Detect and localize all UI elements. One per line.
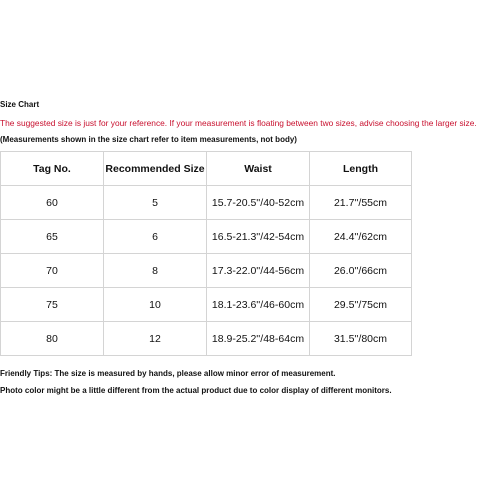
size-table <box>0 151 412 356</box>
cell-recommended-size: 8 <box>104 254 207 288</box>
cell-length: 26.0''/66cm <box>310 254 412 288</box>
cell-waist: 15.7-20.5''/40-52cm <box>207 186 310 220</box>
cell-waist: 17.3-22.0''/44-56cm <box>207 254 310 288</box>
cell-recommended-size: 6 <box>104 220 207 254</box>
cell-tag-no: 70 <box>1 254 104 288</box>
cell-length: 31.5''/80cm <box>310 322 412 356</box>
cell-tag-no: 60 <box>1 186 104 220</box>
cell-length: 29.5''/75cm <box>310 288 412 322</box>
page-title: Size Chart <box>0 100 40 109</box>
cell-waist: 18.9-25.2''/48-64cm <box>207 322 310 356</box>
size-advice-notice: The suggested size is just for your reference. If your measurement is floating between two sizes, advise choosing the larger size. <box>0 118 477 128</box>
cell-tag-no: 65 <box>1 220 104 254</box>
cell-waist: 18.1-23.6''/46-60cm <box>207 288 310 322</box>
table-row <box>1 220 412 254</box>
header-recommended-size: Recommended Size <box>104 152 207 186</box>
table-row <box>1 186 412 220</box>
cell-recommended-size: 12 <box>104 322 207 356</box>
cell-waist: 16.5-21.3''/42-54cm <box>207 220 310 254</box>
table-header-row <box>1 152 412 186</box>
cell-length: 21.7''/55cm <box>310 186 412 220</box>
header-tag-no: Tag No. <box>1 152 104 186</box>
cell-tag-no: 75 <box>1 288 104 322</box>
table-row <box>1 322 412 356</box>
table-row <box>1 254 412 288</box>
cell-tag-no: 80 <box>1 322 104 356</box>
header-waist: Waist <box>207 152 310 186</box>
header-length: Length <box>310 152 412 186</box>
cell-recommended-size: 10 <box>104 288 207 322</box>
table-row <box>1 288 412 322</box>
cell-length: 24.4''/62cm <box>310 220 412 254</box>
friendly-tip-color: Photo color might be a little different from the actual product due to color display of different monitors. <box>0 386 392 395</box>
friendly-tip-measurement: Friendly Tips: The size is measured by hands, please allow minor error of measurement. <box>0 369 336 378</box>
cell-recommended-size: 5 <box>104 186 207 220</box>
measurement-note: (Measurements shown in the size chart refer to item measurements, not body) <box>0 135 297 144</box>
